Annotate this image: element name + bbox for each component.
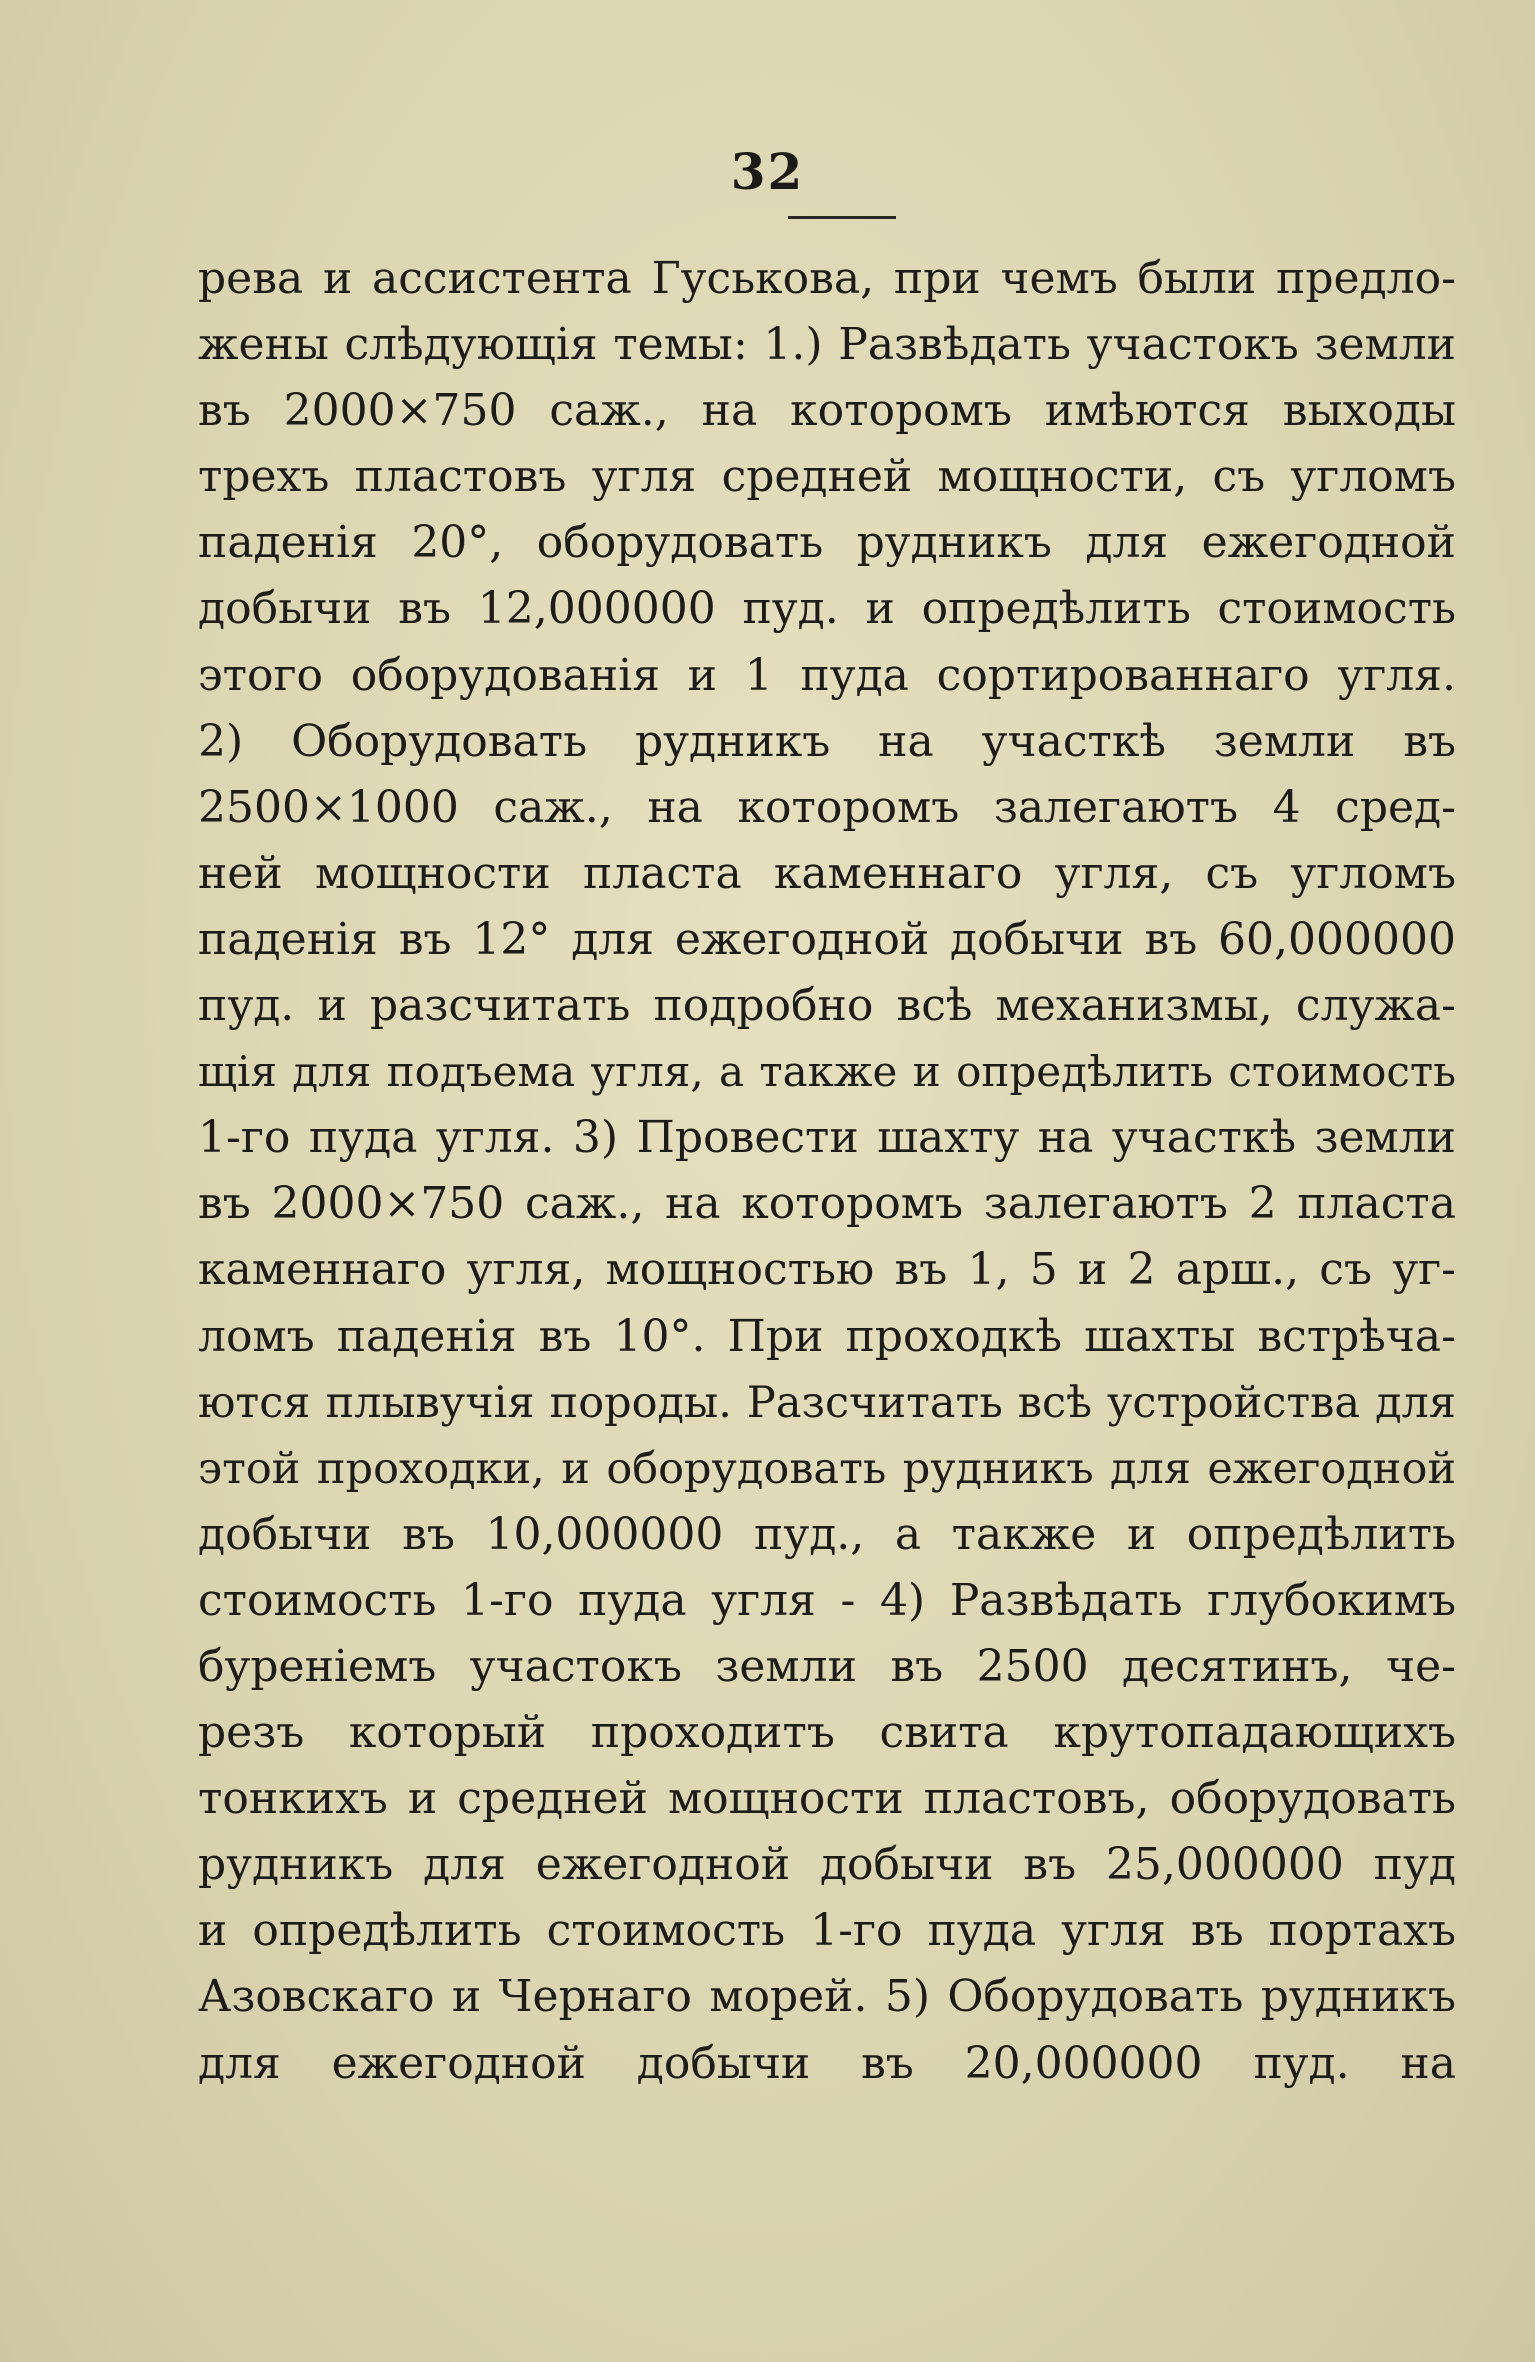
page-number: 32 — [730, 142, 805, 201]
text-line: резъ который проходитъ свита крутопадающихъ — [198, 1707, 1456, 1759]
text-line: буреніемъ участокъ земли въ 2500 десятинъ, че- — [198, 1640, 1456, 1692]
text-line: щія для подъема угля, а также и опредѣлить стоимость — [198, 1047, 1456, 1097]
text-line: въ 2000×750 саж., на которомъ залегаютъ 2 пласта — [198, 1178, 1456, 1230]
text-line: въ 2000×750 саж., на которомъ имѣются выходы — [198, 385, 1456, 437]
text-line: стоимость 1-го пуда угля - 4) Развѣдать глубокимъ — [198, 1574, 1456, 1626]
text-line: жены слѣдующія темы: 1.) Развѣдать участокъ земли — [198, 319, 1456, 371]
text-line: для ежегодной добычи въ 20,000000 пуд. на — [198, 2037, 1456, 2089]
text-line: добычи въ 12,000000 пуд. и опредѣлить стоимость — [198, 583, 1456, 635]
text-line: паденія 20°, оборудовать рудникъ для ежегодной — [198, 517, 1456, 569]
text-line: рудникъ для ежегодной добычи въ 25,000000 пуд — [198, 1839, 1456, 1891]
page-number-rule — [788, 216, 896, 219]
text-line: и опредѣлить стоимость 1-го пуда угля въ портахъ — [198, 1905, 1456, 1957]
text-line: этого оборудованія и 1 пуда сортированнаго угля. — [198, 649, 1456, 701]
text-line: Азовскаго и Чернаго морей. 5) Оборудовать рудникъ — [198, 1971, 1456, 2023]
text-line: ломъ паденія въ 10°. При проходкѣ шахты встрѣча- — [198, 1310, 1456, 1362]
text-line: трехъ пластовъ угля средней мощности, съ угломъ — [198, 451, 1456, 503]
text-line: 2) Оборудовать рудникъ на участкѣ земли въ — [198, 715, 1456, 767]
body-text — [198, 246, 1456, 2097]
text-line: ются плывучія породы. Разсчитать всѣ устройства для — [198, 1377, 1456, 1428]
text-line: этой проходки, и оборудовать рудникъ для ежегодной — [198, 1443, 1456, 1494]
text-line: паденія въ 12° для ежегодной добычи въ 60,000000 — [198, 913, 1456, 965]
text-line: 2500×1000 саж., на которомъ залегаютъ 4 сред- — [198, 781, 1456, 833]
text-line: каменнаго угля, мощностью въ 1, 5 и 2 арш., съ уг- — [198, 1244, 1456, 1296]
text-line: ней мощности пласта каменнаго угля, съ угломъ — [198, 847, 1456, 899]
text-line: рева и ассистента Гуськова, при чемъ были предло- — [198, 253, 1456, 304]
text-line: тонкихъ и средней мощности пластовъ, оборудовать — [198, 1773, 1456, 1825]
text-line: 1-го пуда угля. 3) Провести шахту на участкѣ земли — [198, 1112, 1456, 1164]
text-line: пуд. и разсчитать подробно всѣ механизмы, служа- — [198, 980, 1456, 1032]
text-line: добычи въ 10,000000 пуд., а также и опредѣлить — [198, 1508, 1456, 1560]
